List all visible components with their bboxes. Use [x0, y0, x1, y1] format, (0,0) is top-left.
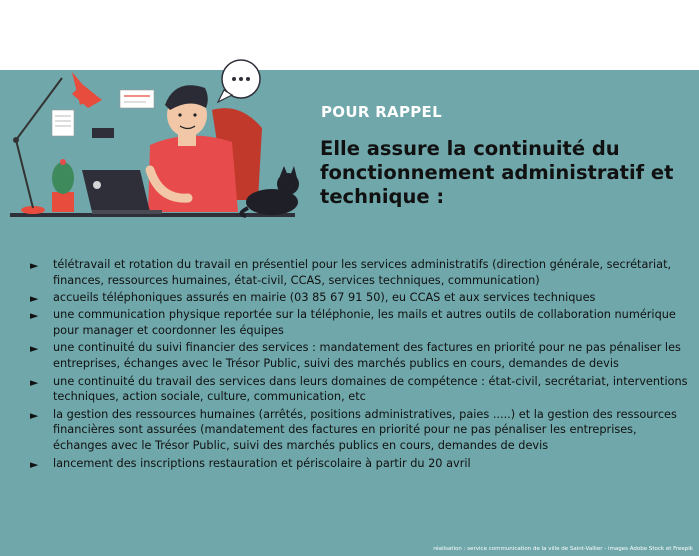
list-item: [30, 374, 690, 406]
list-item: [30, 257, 690, 289]
arrow-bullet-icon: ►: [30, 408, 39, 422]
list-item: [30, 407, 690, 454]
person-icon: [148, 85, 238, 212]
wall-notes-icon: [52, 90, 154, 138]
list-item-text: une continuité du travail des services dans leurs domaines de compétence : état-civil, secrétariat, interventions techniques, action sociale, culture, communication, etc: [53, 374, 688, 404]
list-item: [30, 340, 690, 372]
arrow-bullet-icon: ►: [30, 375, 39, 389]
arrow-bullet-icon: ►: [30, 259, 39, 272]
page-title: Elle assure la continuité du fonctionnement administratif et technique :: [320, 137, 674, 208]
arrow-bullet-icon: ►: [30, 309, 39, 323]
arrow-bullet-icon: ►: [30, 457, 39, 471]
remote-worker-illustration: [0, 50, 300, 225]
list-item-text: lancement des inscriptions restauration et périscolaire à partir du 20 avril: [53, 456, 471, 470]
cactus-plant-icon: [52, 159, 74, 212]
arrow-bullet-icon: ►: [30, 292, 39, 306]
list-item: [30, 456, 690, 472]
list-item: [30, 307, 690, 339]
list-item: [30, 290, 690, 306]
subtitle: POUR RAPPEL: [321, 103, 442, 121]
list-item-text: télétravail et rotation du travail en présentiel pour les services administratifs (direction générale, secrétariat, finances, ressources humaines, état-civil, CCAS, services techniques, communication): [53, 258, 672, 287]
list-item-text: accueils téléphoniques assurés en mairie (03 85 67 91 50), eu CCAS et aux services techniques: [53, 291, 596, 305]
arrow-bullet-icon: ►: [30, 342, 39, 356]
list-item-text: la gestion des ressources humaines (arrêtés, positions administratives, paies .....) et la gestion des ressources financières sont assurées (mandatement des factures en priorité pour ne pas pénaliser les entreprises, échanges avec le Trésor Public, suivi des marchés publics en cours, demandes de devis: [53, 407, 677, 453]
speech-bubble-icon: [218, 60, 260, 102]
footer-credit: réalisation : service communication de la ville de Saint-Vallier - images Adobe Stock et Freepik: [433, 546, 693, 552]
list-item-text: une communication physique reportée sur la téléphonie, les mails et autres outils de collaboration numérique pour manager et coordonner les équipes: [53, 308, 676, 338]
list-item-text: une continuité du suivi financier des services : mandatement des factures en priorité pour ne pas pénaliser les entreprises, échanges avec le Trésor Public, suivi des marchés publics en cours, demandes de devis: [53, 341, 681, 371]
bullet-list: [30, 257, 690, 473]
